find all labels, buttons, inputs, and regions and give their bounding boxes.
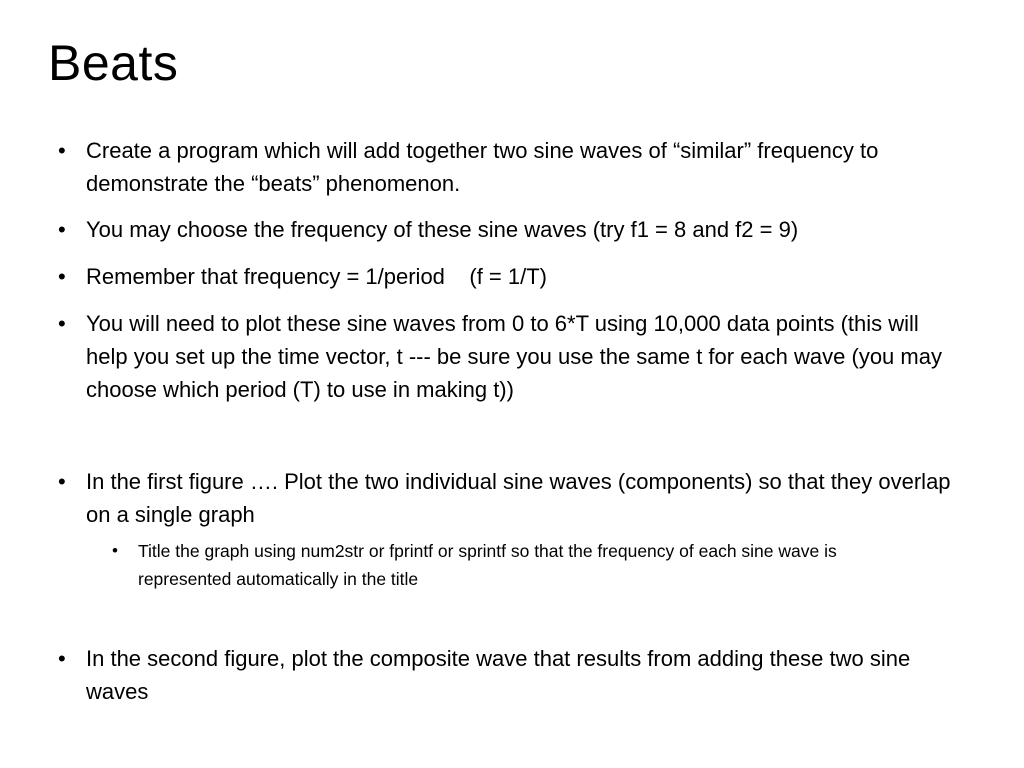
- bullet-text: Create a program which will add together two sine waves of “similar” frequency to demonstrate the “beats” phenomenon.: [86, 138, 879, 196]
- sub-bullet-item: [112, 537, 932, 593]
- bullet-dot: •: [58, 217, 66, 242]
- bullet-item: [58, 213, 958, 246]
- bullet-dot: •: [58, 138, 66, 163]
- bullet-text: In the first figure …. Plot the two individual sine waves (components) so that they overlap on a single graph: [86, 469, 951, 527]
- bullet-dot: •: [58, 264, 66, 289]
- bullet-text: Remember that frequency = 1/period (f = 1/T): [86, 264, 547, 289]
- bullet-item: [58, 134, 958, 200]
- sub-bullet-dot: •: [112, 541, 118, 560]
- slide-title: Beats: [48, 35, 179, 91]
- sub-bullet-text: Title the graph using num2str or fprintf or sprintf so that the frequency of each sine wave is represented automatically in the title: [138, 541, 837, 589]
- bullet-dot: •: [58, 469, 66, 494]
- bullet-item: [58, 465, 958, 531]
- bullet-text: In the second figure, plot the composite wave that results from adding these two sine waves: [86, 646, 911, 704]
- bullet-dot: •: [58, 646, 66, 671]
- bullet-dot: •: [58, 311, 66, 336]
- bullet-item: [58, 642, 958, 708]
- bullet-text: You will need to plot these sine waves from 0 to 6*T using 10,000 data points (this will help you set up the time vector, t --- be sure you use the same t for each wave (you may choose which period (T) to use in making t)): [86, 311, 942, 402]
- bullet-item: [58, 260, 958, 293]
- bullet-item: [58, 307, 958, 406]
- bullet-text: You may choose the frequency of these sine waves (try f1 = 8 and f2 = 9): [86, 217, 799, 242]
